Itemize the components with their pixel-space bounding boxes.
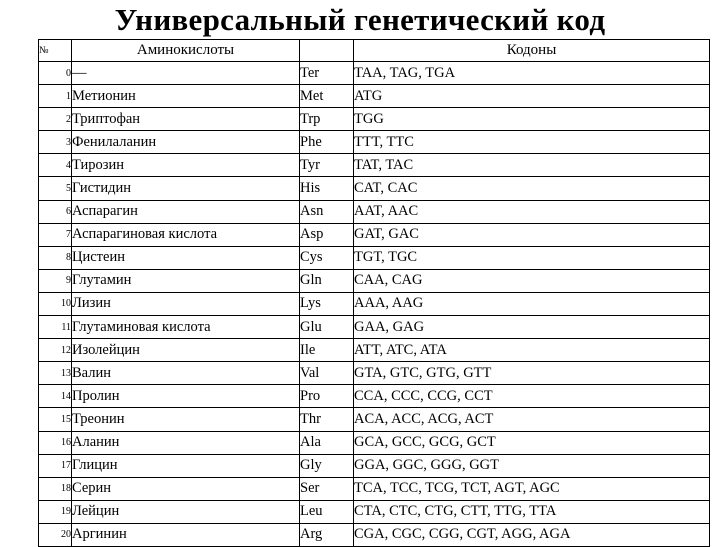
codon-list: TGG xyxy=(354,108,710,131)
amino-acid-abbreviation: Ile xyxy=(300,339,354,362)
amino-acid-name: Метионин xyxy=(72,85,300,108)
amino-acid-name: — xyxy=(72,62,300,85)
table-row xyxy=(39,177,710,200)
row-number: 8 xyxy=(39,246,72,269)
amino-acid-abbreviation: Ter xyxy=(300,62,354,85)
amino-acid-abbreviation: Gln xyxy=(300,269,354,292)
table-row xyxy=(39,408,710,431)
page-title: Универсальный генетический код xyxy=(114,2,606,37)
amino-acid-abbreviation: Cys xyxy=(300,246,354,269)
row-number: 19 xyxy=(39,500,72,523)
amino-acid-name: Серин xyxy=(72,477,300,500)
amino-acid-abbreviation: Ser xyxy=(300,477,354,500)
row-number: 4 xyxy=(39,154,72,177)
amino-acid-name: Пролин xyxy=(72,385,300,408)
codon-list: CTA, CTC, CTG, CTT, TTG, TTA xyxy=(354,500,710,523)
row-number: 20 xyxy=(39,523,72,546)
amino-acid-name: Аргинин xyxy=(72,523,300,546)
amino-acid-name: Фенилаланин xyxy=(72,131,300,154)
codon-list: ACA, ACC, ACG, ACT xyxy=(354,408,710,431)
row-number: 15 xyxy=(39,408,72,431)
row-number: 0 xyxy=(39,62,72,85)
amino-acid-abbreviation: Glu xyxy=(300,316,354,339)
amino-acid-abbreviation: Lys xyxy=(300,292,354,315)
codon-list: GTA, GTC, GTG, GTT xyxy=(354,362,710,385)
header-codons: Кодоны xyxy=(354,40,710,62)
table-row xyxy=(39,339,710,362)
table-row xyxy=(39,108,710,131)
amino-acid-name: Аспарагиновая кислота xyxy=(72,223,300,246)
amino-acid-name: Глутамин xyxy=(72,269,300,292)
codon-list: ATT, ATC, ATA xyxy=(354,339,710,362)
amino-acid-abbreviation: His xyxy=(300,177,354,200)
table-row xyxy=(39,200,710,223)
row-number: 5 xyxy=(39,177,72,200)
table-row xyxy=(39,477,710,500)
amino-acid-name: Валин xyxy=(72,362,300,385)
amino-acid-abbreviation: Arg xyxy=(300,523,354,546)
table-row xyxy=(39,523,710,546)
row-number: 11 xyxy=(39,316,72,339)
codon-list: CAA, CAG xyxy=(354,269,710,292)
table-row xyxy=(39,316,710,339)
amino-acid-abbreviation: Tyr xyxy=(300,154,354,177)
row-number: 9 xyxy=(39,269,72,292)
amino-acid-name: Триптофан xyxy=(72,108,300,131)
row-number: 12 xyxy=(39,339,72,362)
row-number: 10 xyxy=(39,292,72,315)
row-number: 3 xyxy=(39,131,72,154)
codon-list: ATG xyxy=(354,85,710,108)
amino-acid-abbreviation: Gly xyxy=(300,454,354,477)
row-number: 1 xyxy=(39,85,72,108)
table-row xyxy=(39,362,710,385)
amino-acid-abbreviation: Met xyxy=(300,85,354,108)
amino-acid-name: Изолейцин xyxy=(72,339,300,362)
amino-acid-name: Аланин xyxy=(72,431,300,454)
row-number: 14 xyxy=(39,385,72,408)
header-row xyxy=(39,40,710,62)
row-number: 13 xyxy=(39,362,72,385)
row-number: 6 xyxy=(39,200,72,223)
amino-acid-abbreviation: Phe xyxy=(300,131,354,154)
table-row xyxy=(39,223,710,246)
amino-acid-abbreviation: Ala xyxy=(300,431,354,454)
table-row xyxy=(39,269,710,292)
amino-acid-name: Лизин xyxy=(72,292,300,315)
codon-list: AAA, AAG xyxy=(354,292,710,315)
amino-acid-name: Тирозин xyxy=(72,154,300,177)
amino-acid-name: Лейцин xyxy=(72,500,300,523)
amino-acid-abbreviation: Val xyxy=(300,362,354,385)
amino-acid-abbreviation: Leu xyxy=(300,500,354,523)
table-row xyxy=(39,85,710,108)
table-row xyxy=(39,62,710,85)
table-row xyxy=(39,500,710,523)
codon-list: TCA, TCC, TCG, TCT, AGT, AGC xyxy=(354,477,710,500)
codon-list: GAA, GAG xyxy=(354,316,710,339)
amino-acid-name: Глицин xyxy=(72,454,300,477)
amino-acid-name: Цистеин xyxy=(72,246,300,269)
amino-acid-abbreviation: Thr xyxy=(300,408,354,431)
codon-list: AAT, AAC xyxy=(354,200,710,223)
table-row xyxy=(39,454,710,477)
codon-list: TAA, TAG, TGA xyxy=(354,62,710,85)
genetic-code-table xyxy=(38,39,710,547)
table-row xyxy=(39,246,710,269)
table-row xyxy=(39,292,710,315)
table-row xyxy=(39,131,710,154)
amino-acid-abbreviation: Trp xyxy=(300,108,354,131)
amino-acid-name: Аспарагин xyxy=(72,200,300,223)
codon-list: TAT, TAC xyxy=(354,154,710,177)
header-amino-acids: Аминокислоты xyxy=(72,40,300,62)
codon-list: GCA, GCC, GCG, GCT xyxy=(354,431,710,454)
table-row xyxy=(39,385,710,408)
amino-acid-abbreviation: Asn xyxy=(300,200,354,223)
row-number: 17 xyxy=(39,454,72,477)
codon-list: TTT, TTC xyxy=(354,131,710,154)
row-number: 7 xyxy=(39,223,72,246)
header-number: № xyxy=(39,40,72,62)
codon-list: TGT, TGC xyxy=(354,246,710,269)
amino-acid-abbreviation: Pro xyxy=(300,385,354,408)
row-number: 18 xyxy=(39,477,72,500)
table-row xyxy=(39,154,710,177)
amino-acid-abbreviation: Asp xyxy=(300,223,354,246)
amino-acid-name: Гистидин xyxy=(72,177,300,200)
table-row xyxy=(39,431,710,454)
codon-list: CGA, CGC, CGG, CGT, AGG, AGA xyxy=(354,523,710,546)
amino-acid-name: Глутаминовая кислота xyxy=(72,316,300,339)
header-abbreviation-blank xyxy=(300,40,354,62)
row-number: 2 xyxy=(39,108,72,131)
codon-list: GAT, GAC xyxy=(354,223,710,246)
codon-list: CCA, CCC, CCG, CCT xyxy=(354,385,710,408)
row-number: 16 xyxy=(39,431,72,454)
codon-list: CAT, CAC xyxy=(354,177,710,200)
amino-acid-name: Треонин xyxy=(72,408,300,431)
codon-list: GGA, GGC, GGG, GGT xyxy=(354,454,710,477)
